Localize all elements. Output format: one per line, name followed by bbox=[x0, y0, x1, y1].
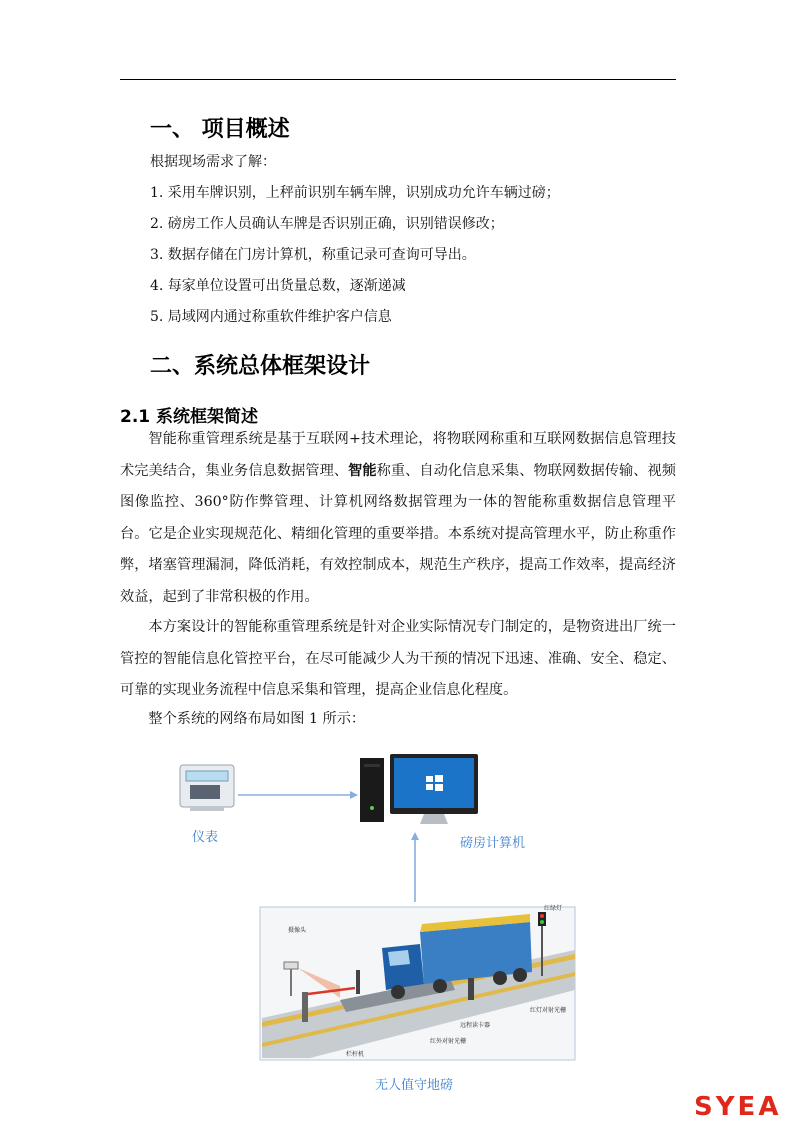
section-1-heading: 一、 项目概述 bbox=[150, 117, 290, 142]
camera-label: 摄像头 bbox=[288, 927, 307, 934]
company-logo: SYEA bbox=[694, 1092, 782, 1122]
card-reader-label: 远程读卡器 bbox=[460, 1022, 491, 1029]
arrow-icon bbox=[411, 832, 419, 840]
list-item: 1. 采用车牌识别，上秤前识别车辆车牌，识别成功允许车辆过磅； bbox=[150, 185, 560, 201]
header-rule bbox=[120, 79, 676, 80]
meter-caption: 仪表 bbox=[192, 830, 219, 845]
computer-caption: 磅房计算机 bbox=[460, 836, 526, 851]
traffic-light-label: 红绿灯 bbox=[544, 905, 563, 912]
section-2-heading: 二、系统总体框架设计 bbox=[150, 354, 371, 379]
body-paragraph-3: 整个系统的网络布局如图 1 所示： bbox=[148, 711, 366, 727]
section-2-1-heading: 2.1 系统框架简述 bbox=[120, 407, 259, 427]
ir-grating-icon bbox=[356, 970, 360, 994]
section-1-intro: 根据现场需求了解： bbox=[150, 154, 276, 170]
weighing-indicator-icon bbox=[180, 765, 234, 811]
list-item: 5. 局域网内通过称重软件维护客户信息 bbox=[150, 309, 392, 325]
list-item: 4. 每家单位设置可出货量总数，逐渐递减 bbox=[150, 278, 406, 294]
body-paragraph-2: 本方案设计的智能称重管理系统是针对企业实际情况专门制定的，是物资进出厂统一管控的智能信息化管控平台，在尽可能减少人为干预的情况下迅速、准确、安全、稳定、可靠的实现业务流程中信息采集和管理，提高企业信息化程度。 bbox=[120, 619, 676, 698]
weighbridge-caption: 无人值守地磅 bbox=[375, 1078, 454, 1093]
network-layout-figure bbox=[150, 740, 650, 1090]
weighbridge-scene bbox=[260, 904, 575, 1060]
body-paragraph-1: 智能称重管理系统是基于互联网+技术理论，将物联网称重和互联网数据信息管理技术完美结合，集业务信息数据管理、智能称重、自动化信息采集、物联网数据传输、视频图像监控、360°防作弊管理、计算机网络数据管理为一体的智能称重数据信息管理平台。它是企业实现规范化、精细化管理的重要举措。本系统对提高管理水平，防止称重作弊，堵塞管理漏洞，降低消耗，有效控制成本，规范生产秩序，提高工作效率，提高经济效益，起到了非常积极的作用。 bbox=[120, 431, 676, 605]
red-light-grating-label: 红灯对射光栅 bbox=[530, 1007, 567, 1014]
list-item: 2. 磅房工作人员确认车牌是否识别正确，识别错误修改； bbox=[150, 216, 504, 232]
list-item: 3. 数据存储在门房计算机，称重记录可查询可导出。 bbox=[150, 247, 476, 263]
barrier-label: 栏杆机 bbox=[346, 1051, 365, 1058]
arrow-icon bbox=[350, 791, 358, 799]
card-reader-icon bbox=[468, 978, 474, 1000]
computer-icon bbox=[360, 754, 478, 824]
ir-grating-label: 红外对射光栅 bbox=[430, 1038, 467, 1045]
